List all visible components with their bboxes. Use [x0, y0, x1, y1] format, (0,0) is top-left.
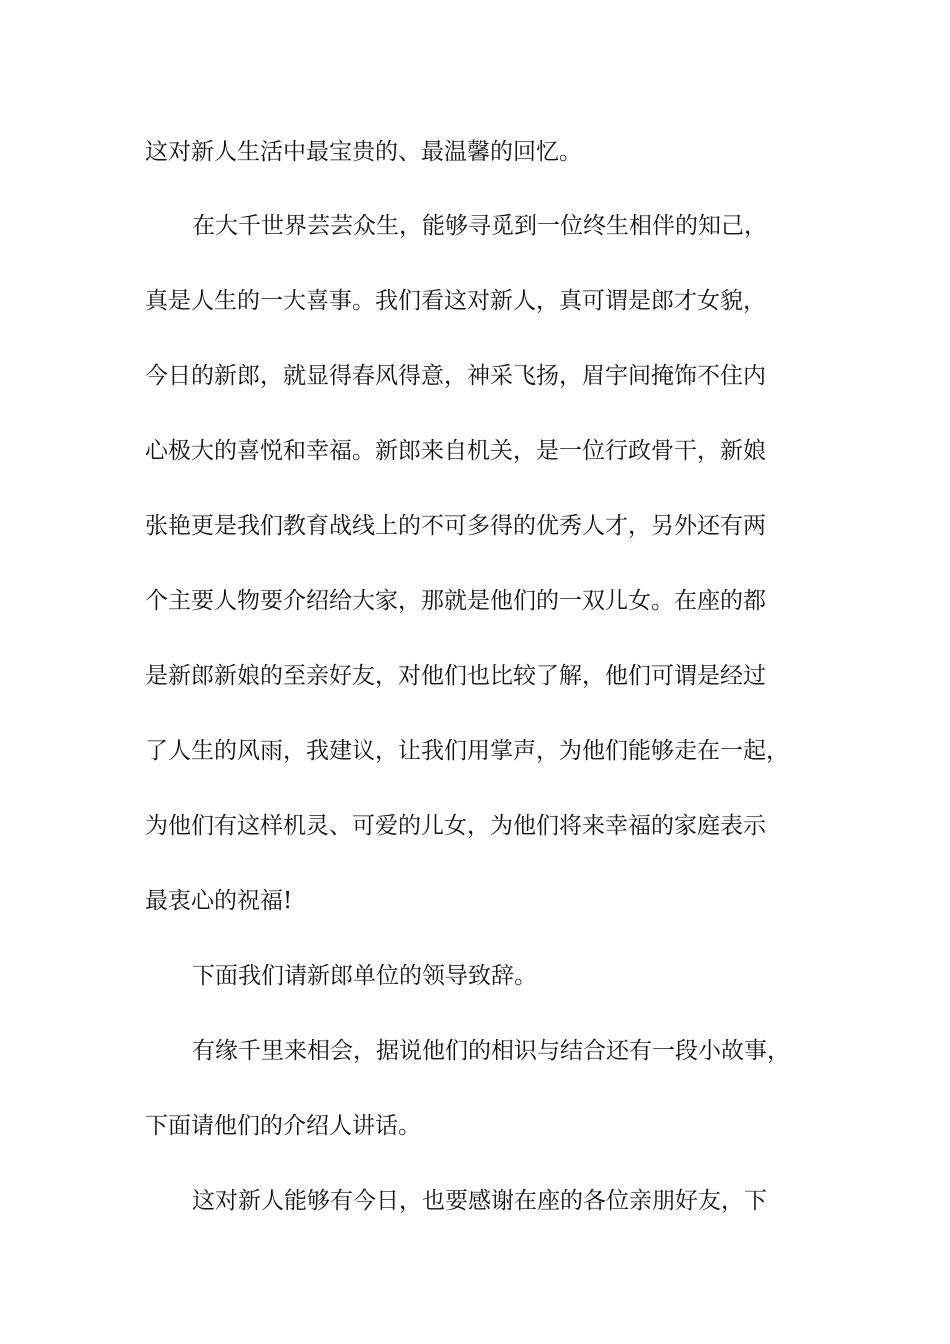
text-line: 为他们有这样机灵、可爱的儿女，为他们将来幸福的家庭表示: [145, 813, 766, 839]
text-line: 最衷心的祝福!: [145, 888, 293, 914]
text-line: 今日的新郎，就显得春风得意，神采飞扬，眉宇间掩饰不住内: [145, 363, 766, 389]
text-line: 真是人生的一大喜事。我们看这对新人，真可谓是郎才女貌，: [145, 288, 766, 314]
text-line: 了人生的风雨，我建议，让我们用掌声，为他们能够走在一起，: [145, 738, 789, 764]
text-line: 这对新人生活中最宝贵的、最温馨的回忆。: [145, 139, 582, 165]
text-line: 心极大的喜悦和幸福。新郎来自机关，是一位行政骨干，新娘: [145, 438, 766, 464]
text-line: 是新郎新娘的至亲好友，对他们也比较了解，他们可谓是经过: [145, 663, 766, 689]
paragraph-start-line: 有缘千里来相会，据说他们的相识与结合还有一段小故事，: [192, 1038, 790, 1064]
paragraph-start-line: 下面我们请新郎单位的领导致辞。: [192, 963, 537, 989]
text-line: 下面请他们的介绍人讲话。: [145, 1113, 421, 1139]
text-line: 个主要人物要介绍给大家，那就是他们的一双儿女。在座的都: [145, 588, 766, 614]
paragraph-start-line: 在大千世界芸芸众生，能够寻觅到一位终生相伴的知己，: [192, 213, 767, 239]
text-line: 张艳更是我们教育战线上的不可多得的优秀人才，另外还有两: [145, 513, 766, 539]
paragraph-start-line: 这对新人能够有今日，也要感谢在座的各位亲朋好友，下: [192, 1188, 767, 1214]
